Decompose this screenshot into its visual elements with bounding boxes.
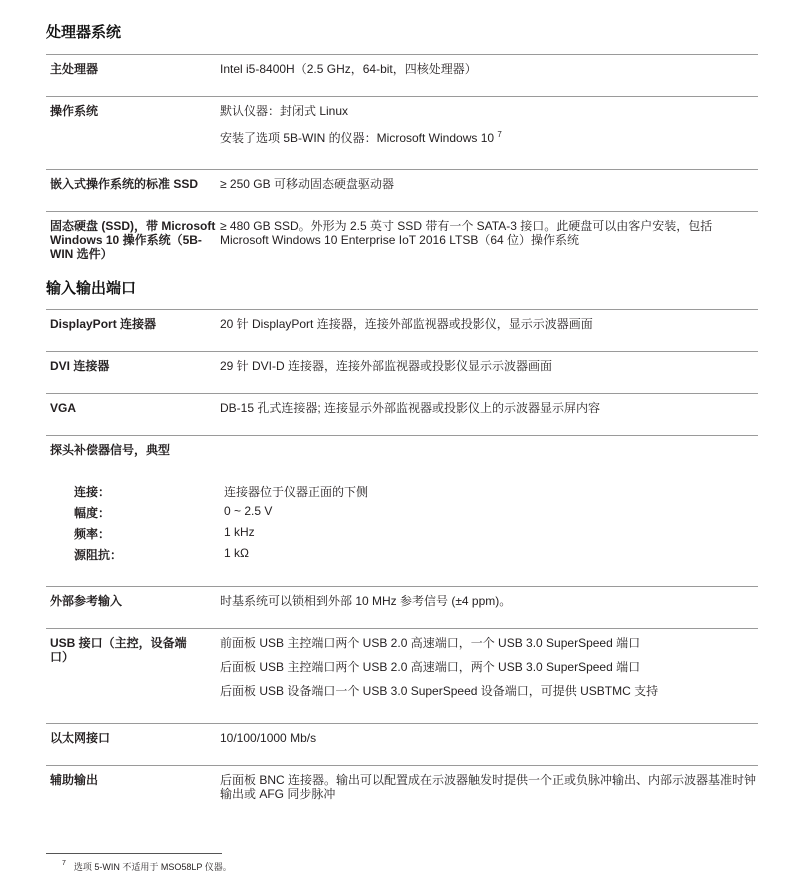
divider (46, 351, 758, 352)
spec-label: 以太网接口 (50, 731, 111, 745)
divider (46, 435, 758, 436)
spec-label: 辅助输出 (50, 773, 99, 787)
divider (46, 96, 758, 97)
sub-value: 1 kHz (224, 525, 255, 539)
spec-value: 10/100/1000 Mb/s (220, 731, 317, 745)
sub-label: 源阻抗： (74, 548, 123, 562)
sub-value: 连接器位于仪器正面的下侧 (224, 485, 369, 499)
spec-value: 后面板 USB 主控端口两个 USB 2.0 高速端口，两个 USB 3.0 SuperSpeed 端口 (220, 660, 641, 674)
spec-label: 嵌入式操作系统的标准 SSD (50, 177, 199, 191)
divider (46, 628, 758, 629)
spec-value: 默认仪器：封闭式 Linux (220, 104, 349, 118)
sub-label: 幅度： (74, 506, 111, 520)
spec-value: Intel i5-8400H（2.5 GHz，64-bit，四核处理器） (220, 62, 477, 76)
footnote-text: 选项 5-WIN 不适用于 MSO58LP 仪器。 (73, 862, 232, 872)
spec-label: 外部参考输入 (50, 594, 123, 608)
spec-value: 前面板 USB 主控端口两个 USB 2.0 高速端口，一个 USB 3.0 SuperSpeed 端口 (220, 636, 641, 650)
spec-value: DB-15 孔式连接器; 连接显示外部监视器或投影仪上的示波器显示屏内容 (220, 401, 601, 415)
spec-label: 主处理器 (50, 62, 99, 76)
section-title-io: 输入输出端口 (46, 280, 137, 297)
spec-value: 20 针 DisplayPort 连接器，连接外部监视器或投影仪，显示示波器画面 (220, 317, 593, 331)
divider (46, 765, 758, 766)
spec-value: ≥ 480 GB SSD。外形为 2.5 英寸 SSD 带有一个 SATA-3 接口。此硬盘可以由客户安装，包括 Microsoft Windows 10 Enterprise IoT 2016 LTSB（64 位）操作系统 (220, 219, 713, 247)
divider (46, 211, 758, 212)
spec-label: USB 接口（主控，设备端口） (50, 636, 187, 664)
spec-label: 探头补偿器信号，典型 (50, 443, 171, 457)
probe-comp-source-impedance (46, 546, 758, 560)
footnote-number: 7 (62, 860, 66, 867)
footnote (62, 860, 232, 873)
sub-value: 0 ~ 2.5 V (224, 504, 273, 518)
spec-value: 安装了选项 5B-WIN 的仪器：Microsoft Windows 10 (220, 131, 495, 145)
divider (46, 54, 758, 55)
divider (46, 586, 758, 587)
spec-value: 后面板 USB 设备端口一个 USB 3.0 SuperSpeed 设备端口，可提供 USBTMC 支持 (220, 684, 659, 698)
footnote-ref: 7 (497, 130, 502, 139)
divider (46, 723, 758, 724)
sub-value: 1 kΩ (224, 546, 249, 560)
footnote-divider (46, 853, 222, 854)
spec-label: VGA (50, 401, 77, 415)
probe-comp-frequency (46, 525, 758, 539)
probe-comp-amplitude (46, 504, 758, 518)
sub-label: 连接： (74, 485, 111, 499)
spec-label: DVI 连接器 (50, 359, 110, 373)
sub-label: 频率： (74, 527, 111, 541)
spec-label: 固态硬盘 (SSD)，带 Microsoft Windows 10 操作系统（5B-WIN 选件） (50, 219, 216, 261)
spec-value: ≥ 250 GB 可移动固态硬盘驱动器 (220, 177, 394, 191)
divider (46, 309, 758, 310)
divider (46, 393, 758, 394)
spec-value: 29 针 DVI-D 连接器，连接外部监视器或投影仪显示示波器画面 (220, 359, 553, 373)
spec-label: 操作系统 (50, 104, 99, 118)
spec-value: 时基系统可以锁相到外部 10 MHz 参考信号 (±4 ppm)。 (220, 594, 512, 608)
spec-label: DisplayPort 连接器 (50, 317, 157, 331)
probe-comp-connection (46, 483, 758, 497)
section-title-processor: 处理器系统 (46, 24, 122, 41)
spec-value: 后面板 BNC 连接器。输出可以配置成在示波器触发时提供一个正或负脉冲输出、内部示波器基准时钟输出或 AFG 同步脉冲 (220, 773, 757, 801)
divider (46, 169, 758, 170)
